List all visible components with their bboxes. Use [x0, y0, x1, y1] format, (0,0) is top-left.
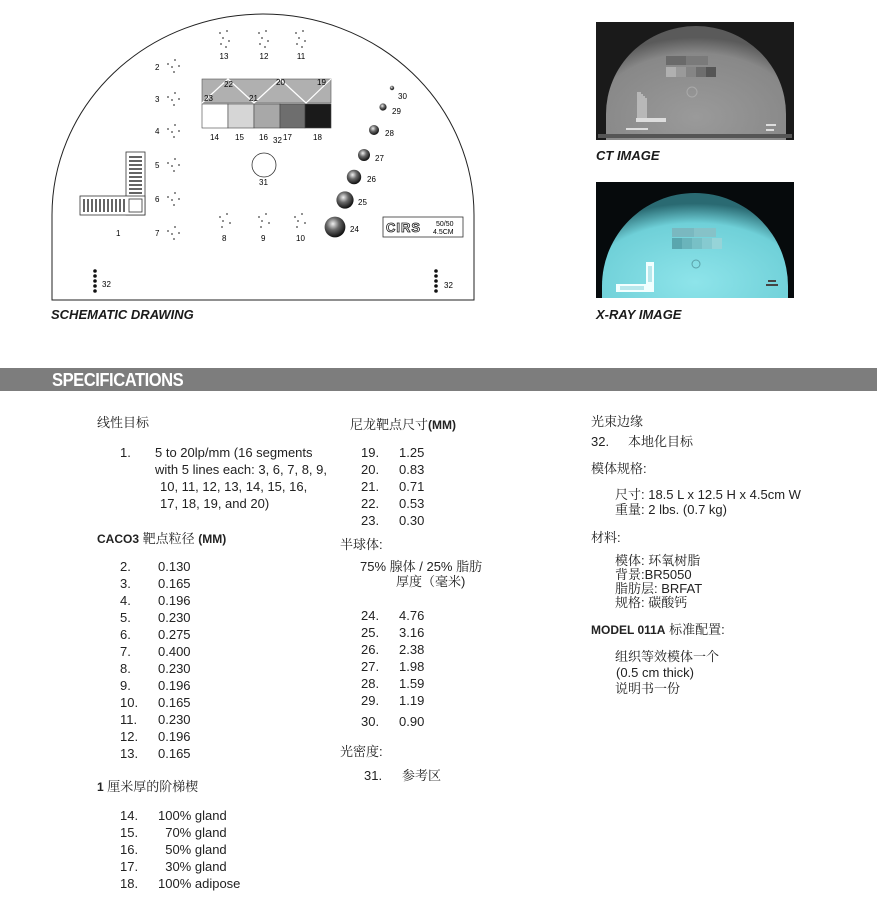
caco3-row	[120, 660, 347, 677]
caco3-num: 5.	[120, 610, 131, 625]
sphere-sub-line1: 75% 腺体 / 25% 脂肪	[360, 559, 483, 574]
od-reference-circle	[252, 153, 276, 177]
sphere-subheading	[340, 559, 570, 589]
nylon-heading-text: 尼龙靶点尺寸	[350, 417, 429, 432]
sphere-num: 24.	[361, 608, 380, 623]
label-5: 5	[155, 161, 160, 170]
phantom-size: 尺寸: 18.5 L x 12.5 H x 4.5cm W	[615, 487, 801, 502]
sphere-num: 29.	[361, 693, 380, 708]
step-heading-bold: 1	[97, 780, 104, 794]
nylon-num: 20.	[361, 462, 380, 477]
caco3-val: 0.130	[158, 559, 191, 574]
nylon-val: 0.30	[399, 513, 425, 528]
caco3-row	[120, 677, 347, 694]
caco3-num: 9.	[120, 678, 131, 693]
specifications-bar	[0, 368, 877, 391]
label-29: 29	[392, 107, 401, 116]
sphere-val: 3.16	[399, 625, 425, 640]
nylon-num: 23.	[361, 513, 380, 528]
label-30: 30	[398, 92, 407, 101]
label-7: 7	[155, 229, 160, 238]
caco3-val: 0.230	[158, 661, 191, 676]
sphere-num: 26.	[361, 642, 380, 657]
caco3-row	[120, 643, 347, 660]
label-32-left: 32	[102, 280, 111, 289]
sphere-row	[361, 658, 570, 675]
sphere-row	[361, 713, 570, 730]
nylon-heading	[340, 416, 570, 434]
linear-target-item	[97, 444, 347, 512]
spec-column-3	[591, 413, 871, 697]
od-item	[340, 767, 570, 784]
nylon-num: 19.	[361, 445, 380, 460]
config-line: 组织等效模体一个	[615, 649, 720, 664]
phantom-weight: 重量: 2 lbs. (0.7 kg)	[615, 502, 727, 517]
label-32-step: 32	[273, 136, 282, 145]
nylon-num: 22.	[361, 496, 380, 511]
caco3-heading-unit: (MM)	[198, 532, 227, 546]
label-26: 26	[367, 175, 376, 184]
xray-image	[596, 182, 794, 298]
sphere-heading: 半球体:	[340, 537, 383, 552]
config-heading	[591, 621, 871, 639]
step-val: 30% gland	[158, 859, 227, 874]
material-line: 规格: 碳酸钙	[615, 595, 688, 610]
step-wedge-heading	[97, 778, 347, 796]
label-9: 9	[261, 234, 266, 243]
ct-image	[596, 22, 794, 140]
step-row	[120, 824, 347, 841]
material-line: 背景:BR5050	[615, 567, 692, 582]
caco3-num: 2.	[120, 559, 131, 574]
sphere-num: 30.	[361, 714, 380, 729]
step-val: 50% gland	[158, 842, 227, 857]
beam-item	[591, 433, 871, 450]
caco3-num: 10.	[120, 695, 139, 710]
caco3-num: 6.	[120, 627, 131, 642]
config-heading-bold: MODEL 011A	[591, 623, 666, 637]
sphere-val: 1.19	[399, 693, 425, 708]
caco3-val: 0.230	[158, 712, 191, 727]
step-row	[120, 841, 347, 858]
sphere-val: 1.98	[399, 659, 425, 674]
caco3-row	[120, 626, 347, 643]
caco3-val: 0.196	[158, 729, 191, 744]
step-wedge	[202, 104, 331, 128]
linear-line4: 17, 18, 19, and 20)	[160, 496, 270, 511]
step-num: 15.	[120, 825, 139, 840]
label-11: 11	[296, 52, 306, 61]
label-17: 17	[283, 133, 292, 142]
label-6: 6	[155, 195, 160, 204]
linear-num: 1.	[120, 445, 131, 460]
caco3-num: 7.	[120, 644, 131, 659]
label-15: 15	[235, 133, 244, 142]
xray-label: X-RAY IMAGE	[596, 307, 682, 322]
sphere-val: 2.38	[399, 642, 425, 657]
sphere-num: 28.	[361, 676, 380, 691]
step-val: 70% gland	[158, 825, 227, 840]
sphere-row	[361, 692, 570, 709]
sphere-num: 27.	[361, 659, 380, 674]
step-num: 16.	[120, 842, 139, 857]
logo-text: CIRS	[386, 220, 422, 235]
od-heading: 光密度:	[340, 744, 383, 759]
specifications-title: SPECIFICATIONS	[52, 370, 184, 390]
label-16: 16	[259, 133, 268, 142]
caco3-val: 0.230	[158, 610, 191, 625]
nylon-val: 0.83	[399, 462, 425, 477]
sphere-row	[361, 675, 570, 692]
linear-line2: with 5 lines each: 3, 6, 7, 8, 9,	[155, 462, 327, 477]
caco3-val: 0.165	[158, 746, 191, 761]
label-22: 22	[224, 80, 233, 89]
label-31: 31	[259, 178, 268, 187]
schematic-label: SCHEMATIC DRAWING	[51, 307, 194, 322]
beam-num: 32.	[591, 434, 610, 449]
material-heading: 材料:	[591, 530, 621, 545]
step-heading-rest: 厘米厚的阶梯楔	[103, 779, 199, 794]
step-row	[120, 875, 347, 892]
sphere-sub-line2: 厚度（毫米)	[396, 574, 466, 589]
label-4: 4	[155, 127, 160, 136]
caco3-num: 12.	[120, 729, 139, 744]
config-list	[591, 649, 871, 697]
step-num: 18.	[120, 876, 139, 891]
sphere-val: 1.59	[399, 676, 425, 691]
caco3-val: 0.165	[158, 695, 191, 710]
material-line: 模体: 环氧树脂	[615, 553, 701, 568]
label-3: 3	[155, 95, 160, 104]
phantom-spec	[591, 487, 871, 517]
linear-target-heading: 线性目标	[97, 415, 150, 430]
nylon-row	[361, 512, 570, 529]
label-13: 13	[219, 52, 229, 61]
label-14: 14	[210, 133, 219, 142]
nylon-row	[361, 444, 570, 461]
label-32-right: 32	[444, 281, 453, 290]
caco3-num: 8.	[120, 661, 131, 676]
schematic-drawing	[0, 0, 590, 310]
spec-column-2	[340, 416, 570, 784]
caco3-row	[120, 558, 347, 575]
label-12: 12	[259, 52, 269, 61]
step-row	[120, 858, 347, 875]
nylon-val: 0.71	[399, 479, 425, 494]
step-num: 17.	[120, 859, 139, 874]
label-20: 20	[276, 78, 285, 87]
caco3-num: 4.	[120, 593, 131, 608]
beam-val: 本地化目标	[628, 434, 694, 449]
label-2: 2	[155, 63, 160, 72]
nylon-row	[361, 478, 570, 495]
linear-line3: 10, 11, 12, 13, 14, 15, 16,	[160, 479, 308, 494]
material-list	[591, 554, 871, 610]
logo-spec-1: 50/50	[436, 221, 454, 228]
od-num: 31.	[364, 768, 383, 783]
step-row	[120, 807, 347, 824]
caco3-row	[120, 609, 347, 626]
od-val: 参考区	[402, 768, 442, 783]
label-27: 27	[375, 154, 384, 163]
nylon-num: 21.	[361, 479, 380, 494]
spec-column-1	[97, 414, 347, 892]
caco3-row	[120, 728, 347, 745]
step-val: 100% adipose	[158, 876, 241, 891]
caco3-row	[120, 592, 347, 609]
caco3-row	[120, 575, 347, 592]
sphere-row	[361, 607, 570, 624]
label-24: 24	[350, 225, 359, 234]
sphere-row	[361, 624, 570, 641]
nylon-heading-unit: (MM)	[428, 418, 456, 432]
label-25: 25	[358, 198, 367, 207]
step-list	[97, 807, 347, 892]
nylon-val: 0.53	[399, 496, 425, 511]
caco3-val: 0.275	[158, 627, 191, 642]
sphere-row	[361, 641, 570, 658]
config-line: (0.5 cm thick)	[616, 665, 695, 680]
caco3-val: 0.196	[158, 678, 191, 693]
nylon-row	[361, 495, 570, 512]
label-23: 23	[204, 94, 213, 103]
nylon-list	[340, 444, 570, 529]
sphere-val: 0.90	[399, 714, 425, 729]
cirs-logo	[383, 217, 463, 237]
caco3-row	[120, 711, 347, 728]
step-num: 14.	[120, 808, 139, 823]
step-val: 100% gland	[158, 808, 227, 823]
label-19: 19	[317, 78, 326, 87]
label-18: 18	[313, 133, 322, 142]
caco3-val: 0.165	[158, 576, 191, 591]
caco3-heading-bold: CACO3	[97, 532, 140, 546]
phantom-heading: 模体规格:	[591, 461, 647, 476]
label-10: 10	[296, 234, 305, 243]
label-1: 1	[116, 229, 121, 238]
caco3-heading-rest: 靶点粒径	[139, 531, 199, 546]
caco3-row	[120, 694, 347, 711]
config-heading-rest: 标准配置:	[665, 622, 725, 637]
sphere-val: 4.76	[399, 608, 425, 623]
caco3-list	[97, 558, 347, 762]
caco3-val: 0.196	[158, 593, 191, 608]
label-28: 28	[385, 129, 394, 138]
ct-label: CT IMAGE	[596, 148, 660, 163]
nylon-wedges	[202, 79, 331, 103]
logo-spec-2: 4.5CM	[433, 229, 454, 236]
caco3-num: 11.	[120, 712, 138, 727]
caco3-val: 0.400	[158, 644, 191, 659]
caco3-num: 13.	[120, 746, 139, 761]
linear-line1: 5 to 20lp/mm (16 segments	[155, 445, 313, 460]
config-line: 说明书一份	[615, 681, 681, 696]
caco3-num: 3.	[120, 576, 131, 591]
sphere-num: 25.	[361, 625, 380, 640]
caco3-row	[120, 745, 347, 762]
caco3-heading	[97, 530, 347, 548]
label-21: 21	[249, 94, 258, 103]
material-line: 脂肪层: BRFAT	[615, 581, 703, 596]
nylon-val: 1.25	[399, 445, 425, 460]
nylon-row	[361, 461, 570, 478]
label-8: 8	[222, 234, 227, 243]
beam-heading: 光束边缘	[591, 414, 644, 429]
sphere-list	[340, 607, 570, 730]
